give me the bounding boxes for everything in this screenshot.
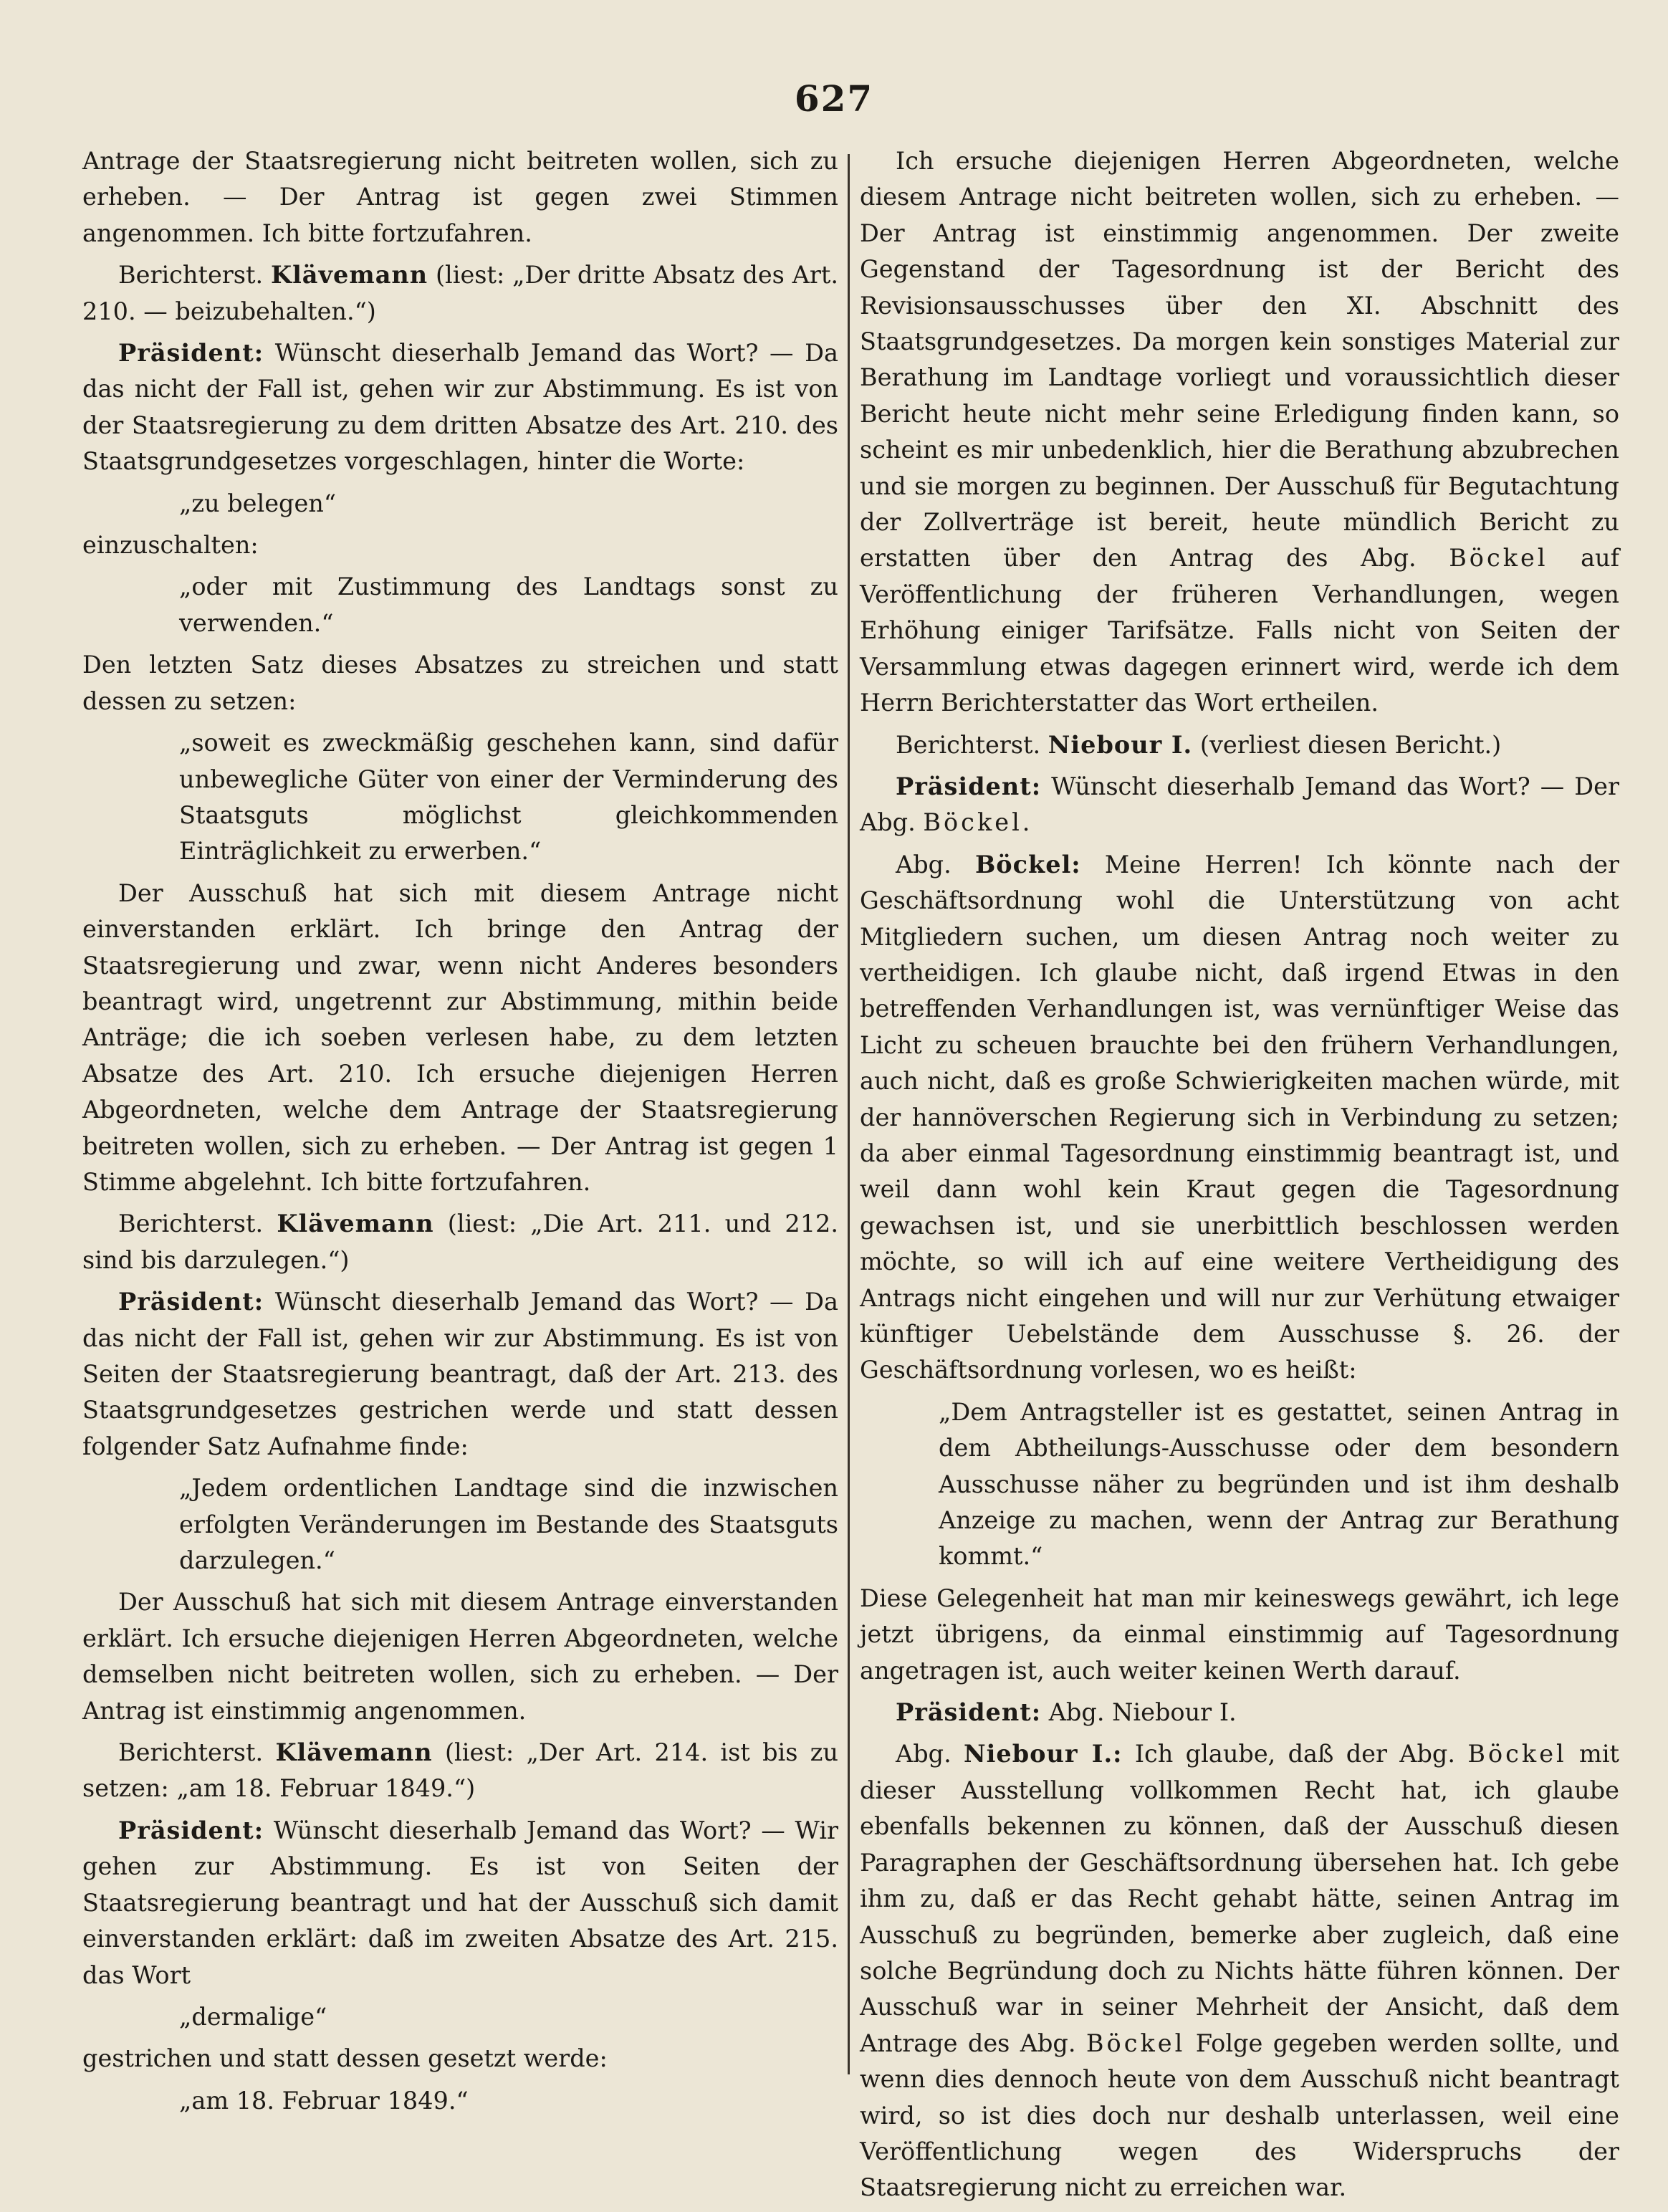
paragraph: Der Ausschuß hat sich mit diesem Antrage einverstanden erklärt. Ich ersuche diejenigen Herren Abgeordneten, welche demselben nicht beitreten wollen, sich zu erheben. — Der Antrag ist einstimmig angenommen. [82, 1588, 838, 1725]
quotation: „soweit es zweckmäßig geschehen kann, sind dafür unbewegliche Güter von einer der Verminderung des Staatsguts möglichst gleichkommenden Einträglichkeit zu erwerben.“ [179, 729, 838, 866]
paragraph: einzuschalten: [82, 531, 259, 560]
paragraph-text: Ich glaube, daß der Abg. [1134, 1740, 1456, 1768]
paragraph-text: (liest: „Der dritte Absatz des Art. 210. — beizubehalten.“) [82, 261, 838, 325]
paragraph-text: Abg. Niebour I. [1048, 1698, 1237, 1727]
paragraph-text: Folge gegeben werden sollte, und wenn dies dennoch heute von dem Ausschuß nicht beantragt wird, so ist dies doch nur deshalb unterlassen, weil eine Veröffentlichung wegen des Widerspruchs der Staatsregierung nicht zu erreichen war. [860, 2029, 1619, 2202]
paragraph-text: Meine Herren! Ich könnte nach der Geschäftsordnung wohl die Unterstützung von acht Mitgliedern suchen, um diesen Antrag noch weiter zu vertheidigen. Ich glaube nicht, daß irgend Etwas in den betreffenden Verhandlungen ist, was vernünftiger Weise das Licht zu scheuen brauchte bei den frühern Verhandlungen, auch nicht, daß es große Schwierigkeiten machen würde, mit der hannöverschen Regierung sich in Verbindung zu setzen; da aber einmal Tagesordnung einstimmig beantragt ist, und weil dann wohl kein Kraut gegen die Tagesordnung gewachsen ist, und sie unerbittlich beschlossen werden möchte, so will ich auf eine weitere Vertheidigung des Antrags nicht eingehen und will nur zur Verhütung etwaiger künftiger Uebelstände dem Ausschusse §. 26. der Geschäftsordnung vorlesen, wo es heißt: [860, 850, 1619, 1384]
page-number: 627 [794, 77, 874, 120]
paragraph [82, 1735, 838, 1807]
paragraph-text: Wünscht dieserhalb Jemand das Wort? — Da das nicht der Fall ist, gehen wir zur Abstimmung. Es ist von der Staatsregierung zu dem dritten Absatze des Art. 210. des Staatsgrundgesetzes vorgeschlagen, hinter die Worte: [82, 339, 838, 476]
paragraph-text: (liest: „Die Art. 211. und 212. sind bis darzulegen.“) [82, 1210, 839, 1274]
role-label: Abg. [896, 850, 952, 878]
role-label: Berichterst. [118, 261, 264, 289]
speaker-name: Präsident: [896, 772, 1042, 800]
speaker-name: Präsident: [118, 1816, 264, 1844]
person-name: Böckel. [923, 808, 1033, 837]
speaker-name: Präsident: [118, 1288, 264, 1316]
role-label: Berichterst. [118, 1210, 264, 1238]
right-column [860, 143, 1619, 2212]
paragraph-text: Wünscht dieserhalb Jemand das Wort? — Da das nicht der Fall ist, gehen wir zur Abstimmung. Es ist von Seiten der Staatsregierung beantragt, daß der Art. 213. des Staatsgrundgesetzes gestrichen werde und statt dessen folgender Satz Aufnahme finde: [82, 1288, 838, 1460]
paragraph-text: (verliest diesen Bericht.) [1199, 730, 1502, 759]
quotation: „Dem Antragsteller ist es gestattet, seinen Antrag in dem Abtheilungs-Ausschusse oder dem besondern Ausschusse näher zu begründen und ist ihm deshalb Anzeige zu machen, wenn der Antrag zur Berathung kommt.“ [939, 1397, 1619, 1571]
speaker-name: Klävemann [275, 1738, 433, 1767]
left-column [82, 143, 838, 2125]
quotation: „Jedem ordentlichen Landtage sind die inzwischen erfolgten Veränderungen im Bestande des Staatsguts darzulegen.“ [179, 1474, 838, 1575]
column-divider [848, 154, 850, 2074]
paragraph [860, 769, 1619, 841]
paragraph [82, 1284, 838, 1465]
speaker-name: Niebour I. [1048, 730, 1193, 759]
speaker-name: Präsident: [118, 339, 264, 368]
speaker-name: Böckel: [974, 850, 1081, 878]
paragraph [860, 847, 1619, 1389]
paragraph-text: auf Veröffentlichung der früheren Verhandlungen, wegen Erhöhung einiger Tarifsätze. Falls nicht von Seiten der Versammlung etwas dagegen erinnert wird, werde ich dem Herrn Berichterstatter das Wort ertheilen. [860, 544, 1620, 717]
paragraph [860, 727, 1619, 763]
speaker-name: Klävemann [277, 1210, 434, 1238]
person-name: Böckel [1449, 544, 1548, 573]
paragraph [860, 1695, 1619, 1730]
paragraph: Diese Gelegenheit hat man mir keineswegs gewährt, ich lege jetzt übrigens, da einmal einstimmig auf Tagesordnung angetragen ist, auch weiter keinen Werth darauf. [860, 1584, 1619, 1685]
quotation: „oder mit Zustimmung des Landtags sonst zu verwenden.“ [179, 573, 838, 637]
paragraph-text: Wünscht dieserhalb Jemand das Wort? — Der Abg. [860, 772, 1619, 837]
role-label: Abg. [896, 1740, 952, 1768]
quotation: „dermalige“ [179, 2002, 327, 2031]
role-label: Berichterst. [896, 730, 1041, 759]
paragraph: Antrage der Staatsregierung nicht beitreten wollen, sich zu erheben. — Der Antrag ist gegen zwei Stimmen angenommen. Ich bitte fortzufahren. [82, 147, 838, 247]
speaker-name: Niebour I.: [964, 1740, 1123, 1768]
role-label: Berichterst. [118, 1738, 264, 1767]
paragraph-text: mit dieser Ausstellung vollkommen Recht hat, ich glaube ebenfalls bekennen zu können, daß der Ausschuß diesen Paragraphen der Geschäftsordnung übersehen hat. Ich gebe ihm zu, daß er das Recht gehabt hätte, seinen Antrag im Ausschuß zu begründen, bemerke aber zugleich, daß eine solche Begründung doch zu Nichts hätte führen können. Der Ausschuß war in seiner Mehrheit der Ansicht, daß dem Antrage des Abg. [860, 1740, 1619, 2057]
paragraph [82, 335, 838, 480]
paragraph-text: (liest: „Der Art. 214. ist bis zu setzen: „am 18. Februar 1849.“) [82, 1738, 838, 1803]
paragraph [82, 1206, 838, 1278]
paragraph [860, 1736, 1619, 2206]
quotation: „zu belegen“ [179, 489, 337, 517]
person-name: Böckel [1467, 1740, 1567, 1768]
paragraph-text: Wünscht dieserhalb Jemand das Wort? — Wir gehen zur Abstimmung. Es ist von Seiten der Staatsregierung beantragt und hat der Ausschuß sich damit einverstanden erklärt: daß im zweiten Absatze des Art. 215. das Wort [82, 1816, 838, 1989]
paragraph: Der Ausschuß hat sich mit diesem Antrage nicht einverstanden erklärt. Ich bringe den Antrag der Staatsregierung und zwar, wenn nicht Anderes besonders beantragt wird, ungetrennt zur Abstimmung, mithin beide Anträge; die ich soeben verlesen habe, zu dem letzten Absatze des Art. 210. Ich ersuche diejenigen Herren Abgeordneten, welche dem Antrage der Staatsregierung beitreten wollen, sich zu erheben. — Der Antrag ist gegen 1 Stimme abgelehnt. Ich bitte fortzufahren. [82, 878, 838, 1196]
paragraph [860, 143, 1619, 722]
paragraph [82, 1813, 838, 1993]
paragraph [82, 257, 838, 330]
person-name: Böckel [1085, 2029, 1186, 2057]
paragraph: Den letzten Satz dieses Absatzes zu streichen und statt dessen zu setzen: [82, 651, 838, 715]
speaker-name: Klävemann [270, 261, 428, 289]
paragraph-text: Ich ersuche diejenigen Herren Abgeordneten, welche diesem Antrage nicht beitreten wollen, sich zu erheben. — Der Antrag ist einstimmig angenommen. Der zweite Gegenstand der Tagesordnung ist der Bericht des Revisionsausschusses über den XI. Abschnitt des Staatsgrundgesetzes. Da morgen kein sonstiges Material zur Berathung im Landtage vorliegt und voraussichtlich dieser Bericht heute nicht mehr seine Erledigung finden kann, so scheint es mir unbedenklich, hier die Berathung abzubrechen und sie morgen zu beginnen. Der Ausschuß für Begutachtung der Zollverträge ist bereit, heute mündlich Bericht zu erstatten über den Antrag des Abg. [860, 147, 1619, 573]
paragraph: gestrichen und statt dessen gesetzt werde: [82, 2044, 608, 2073]
quotation: „am 18. Februar 1849.“ [179, 2086, 469, 2115]
speaker-name: Präsident: [896, 1698, 1042, 1727]
